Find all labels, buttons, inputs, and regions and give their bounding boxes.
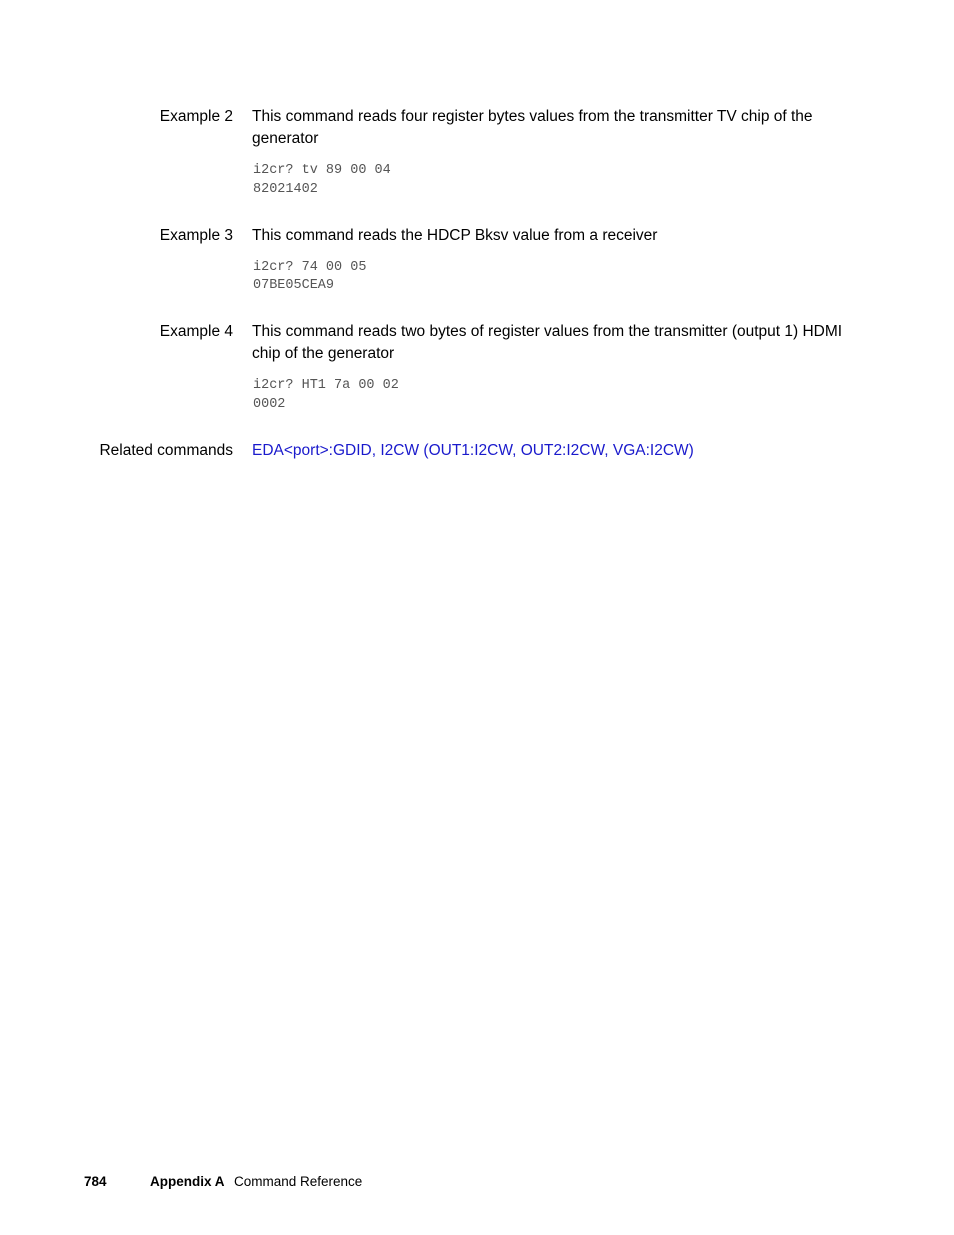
appendix-label: Appendix A <box>150 1174 225 1189</box>
example-label: Example 2 <box>159 108 233 125</box>
example-description: This command reads two bytes of register values from the transmitter (output 1) HDMI chip of the generator <box>252 323 843 362</box>
code-line: i2cr? 74 00 05 <box>253 260 367 275</box>
example-label: Example 3 <box>159 227 233 244</box>
code-line: i2cr? tv 89 00 04 <box>253 163 391 178</box>
code-line: 07BE05CEA9 <box>253 278 335 293</box>
related-commands-label: Related commands <box>99 442 233 459</box>
code-line: i2cr? HT1 7a 00 02 <box>253 378 399 393</box>
section-title: Command Reference <box>234 1174 363 1189</box>
example-description: This command reads four register bytes values from the transmitter TV chip of the generator <box>252 108 813 147</box>
code-line: 0002 <box>253 397 286 412</box>
page-number: 784 <box>84 1174 107 1189</box>
code-line: 82021402 <box>253 182 318 197</box>
example-description: This command reads the HDCP Bksv value from a receiver <box>252 227 658 244</box>
example-label: Example 4 <box>159 323 233 340</box>
related-commands-links[interactable]: EDA<port>:GDID, I2CW (OUT1:I2CW, OUT2:I2CW, VGA:I2CW) <box>252 442 694 459</box>
